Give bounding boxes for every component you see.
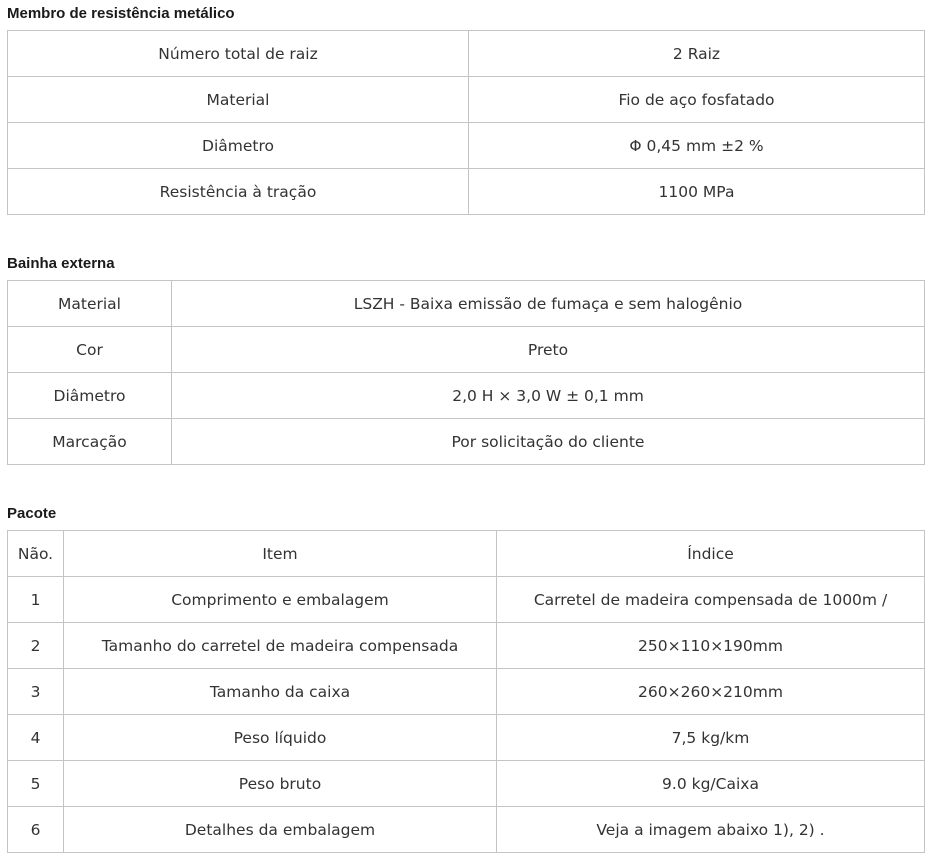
row-number: 6 [8, 807, 64, 853]
table-row [8, 281, 925, 327]
row-item: Peso bruto [64, 761, 497, 807]
row-index: Veja a imagem abaixo 1), 2) . [497, 807, 925, 853]
row-index: 250×110×190mm [497, 623, 925, 669]
spec-value: Preto [172, 327, 925, 373]
table-row [8, 419, 925, 465]
table-row [8, 31, 925, 77]
table-header-row [8, 531, 925, 577]
spec-value: LSZH - Baixa emissão de fumaça e sem halogênio [172, 281, 925, 327]
spec-label: Cor [8, 327, 172, 373]
table-row [8, 761, 925, 807]
spec-value: 2 Raiz [469, 31, 925, 77]
spec-value: 1100 MPa [469, 169, 925, 215]
spec-label: Número total de raiz [8, 31, 469, 77]
table-row [8, 669, 925, 715]
spec-value: Por solicitação do cliente [172, 419, 925, 465]
table-row [8, 123, 925, 169]
row-item: Tamanho da caixa [64, 669, 497, 715]
spec-value: Fio de aço fosfatado [469, 77, 925, 123]
column-header-item: Item [64, 531, 497, 577]
row-index: 260×260×210mm [497, 669, 925, 715]
row-index: 7,5 kg/km [497, 715, 925, 761]
section-title-metal-member: Membro de resistência metálico [7, 5, 235, 22]
table-row [8, 577, 925, 623]
table-row [8, 77, 925, 123]
spec-value: 2,0 H × 3,0 W ± 0,1 mm [172, 373, 925, 419]
spec-label: Diâmetro [8, 373, 172, 419]
row-number: 3 [8, 669, 64, 715]
table-row [8, 623, 925, 669]
row-index: Carretel de madeira compensada de 1000m / [497, 577, 925, 623]
section-title-package: Pacote [7, 505, 57, 522]
metal-member-table [7, 30, 925, 215]
row-item: Detalhes da embalagem [64, 807, 497, 853]
row-item: Tamanho do carretel de madeira compensada [64, 623, 497, 669]
row-number: 5 [8, 761, 64, 807]
spec-label: Material [8, 77, 469, 123]
table-row [8, 169, 925, 215]
table-row [8, 327, 925, 373]
spec-value: Φ 0,45 mm ±2 % [469, 123, 925, 169]
table-row [8, 807, 925, 853]
row-item: Peso líquido [64, 715, 497, 761]
row-number: 1 [8, 577, 64, 623]
spec-label: Marcação [8, 419, 172, 465]
outer-sheath-table [7, 280, 925, 465]
table-row [8, 715, 925, 761]
spec-label: Resistência à tração [8, 169, 469, 215]
table-row [8, 373, 925, 419]
row-number: 4 [8, 715, 64, 761]
column-header-index: Índice [497, 531, 925, 577]
spec-label: Diâmetro [8, 123, 469, 169]
spec-label: Material [8, 281, 172, 327]
package-table [7, 530, 925, 853]
column-header-no: Não. [8, 531, 64, 577]
section-title-outer-sheath: Bainha externa [7, 255, 115, 272]
row-item: Comprimento e embalagem [64, 577, 497, 623]
row-index: 9.0 kg/Caixa [497, 761, 925, 807]
row-number: 2 [8, 623, 64, 669]
